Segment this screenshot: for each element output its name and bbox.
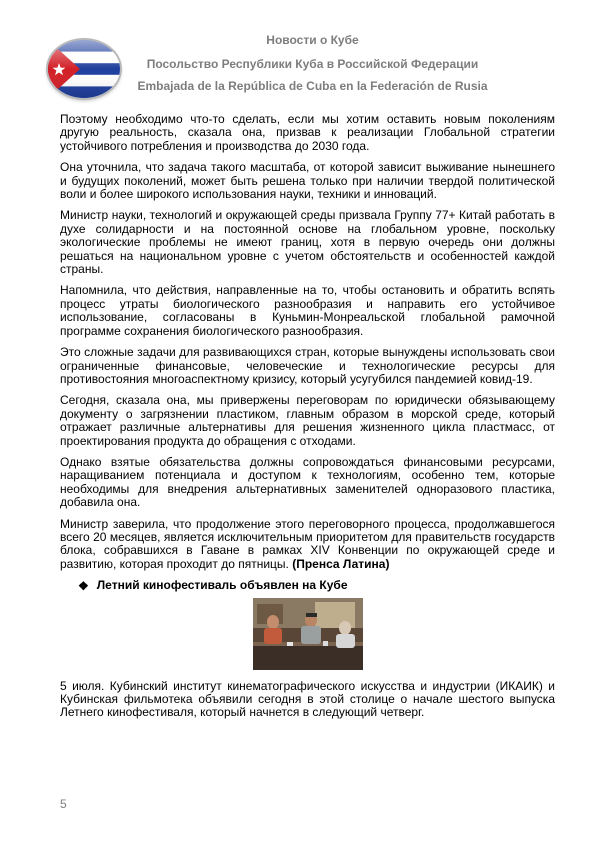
paragraph-final — [60, 518, 555, 572]
article-title: Летний кинофестиваль объявлен на Кубе — [96, 578, 348, 593]
paragraph: Министр науки, технологий и окружающей среды призвала Группу 77+ Китай работать в духе солидарности и на постоянной основе на глобальном уровне, поскольку экологические проблемы не имеют границ, хотя в первую очередь они должны решаться на национальном уровне с учетом обстоятельств и особенностей каждой страны. — [60, 208, 555, 277]
article-photo — [253, 598, 363, 670]
page-content — [60, 113, 555, 728]
article-heading — [78, 579, 555, 592]
paragraph: Поэтому необходимо что-то сделать, если мы хотим оставить новым поколениям другую реальность, сказала она, призвав к реализации Глобальной стратегии устойчивого потребления и производства до 2030 года. — [60, 112, 555, 153]
paragraph-text: Министр заверила, что продолжение этого переговорного процесса, продолжавшегося всего 20 месяцев, является исключительным приоритетом для правительств государств блока, собравшихся в Гаване в рамках XIV Конвенции по окружающей среде и развитию, которая проходит до пятницы. — [60, 516, 555, 571]
header-embassy-russian: Посольство Республики Куба в Российской Федерации — [146, 57, 479, 71]
article-text: 5 июля. Кубинский институт кинематографического искусства и индустрии (ИКАИК) и Кубинская фильмотека объявили сегодня в этой столице о начале шестого выпуска Летнего кинофестиваля, который начнется в следующий четверг. — [60, 678, 555, 720]
header-embassy-spanish: Embajada de la República de Cuba en la Federación de Rusia — [137, 79, 488, 93]
diamond-bullet-icon: ❖ — [78, 578, 89, 593]
header-title: Новости о Кубе — [266, 33, 359, 47]
paragraph: Она уточнила, что задача такого масштаба, от которой зависит выживание нынешнего и будущих поколений, может быть решена только при наличии твердой политической воли и более широкого использования науки, техники и инноваций. — [60, 160, 555, 202]
paragraph: Это сложные задачи для развивающихся стран, которые вынуждены использовать свои ограниченные финансовые, человеческие и технологические ресурсы для противостояния многоаспектному кризису, который усугубился пандемией ковид-19. — [60, 345, 555, 386]
paragraph: Напомнила, что действия, направленные на то, чтобы остановить и обратить вспять процесс утраты биологического разнообразия и направить его устойчивое использование, согласованы в Куньмин-Монреальской глобальной рамочной программе сохранения биологического разнообразия. — [60, 283, 555, 338]
source-credit: (Пренса Латина) — [292, 556, 390, 571]
paragraph: Однако взятые обязательства должны сопровождаться финансовыми ресурсами, наращиванием потенциала и доступом к технологиям, особенно тем, которые необходимы для внедрения альтернативных заменителей одноразового пластика, добавила она. — [60, 454, 555, 510]
page-number: 5 — [60, 797, 67, 811]
paragraph: Сегодня, сказала она, мы привержены переговорам по юридически обязывающему документу о загрязнении пластиком, главным образом в морской среде, который отражает различные альтернативы для решения жизненного цикла пластмасс, от проектирования продукта до обращения с отходами. — [60, 393, 555, 448]
page-header — [0, 0, 601, 100]
